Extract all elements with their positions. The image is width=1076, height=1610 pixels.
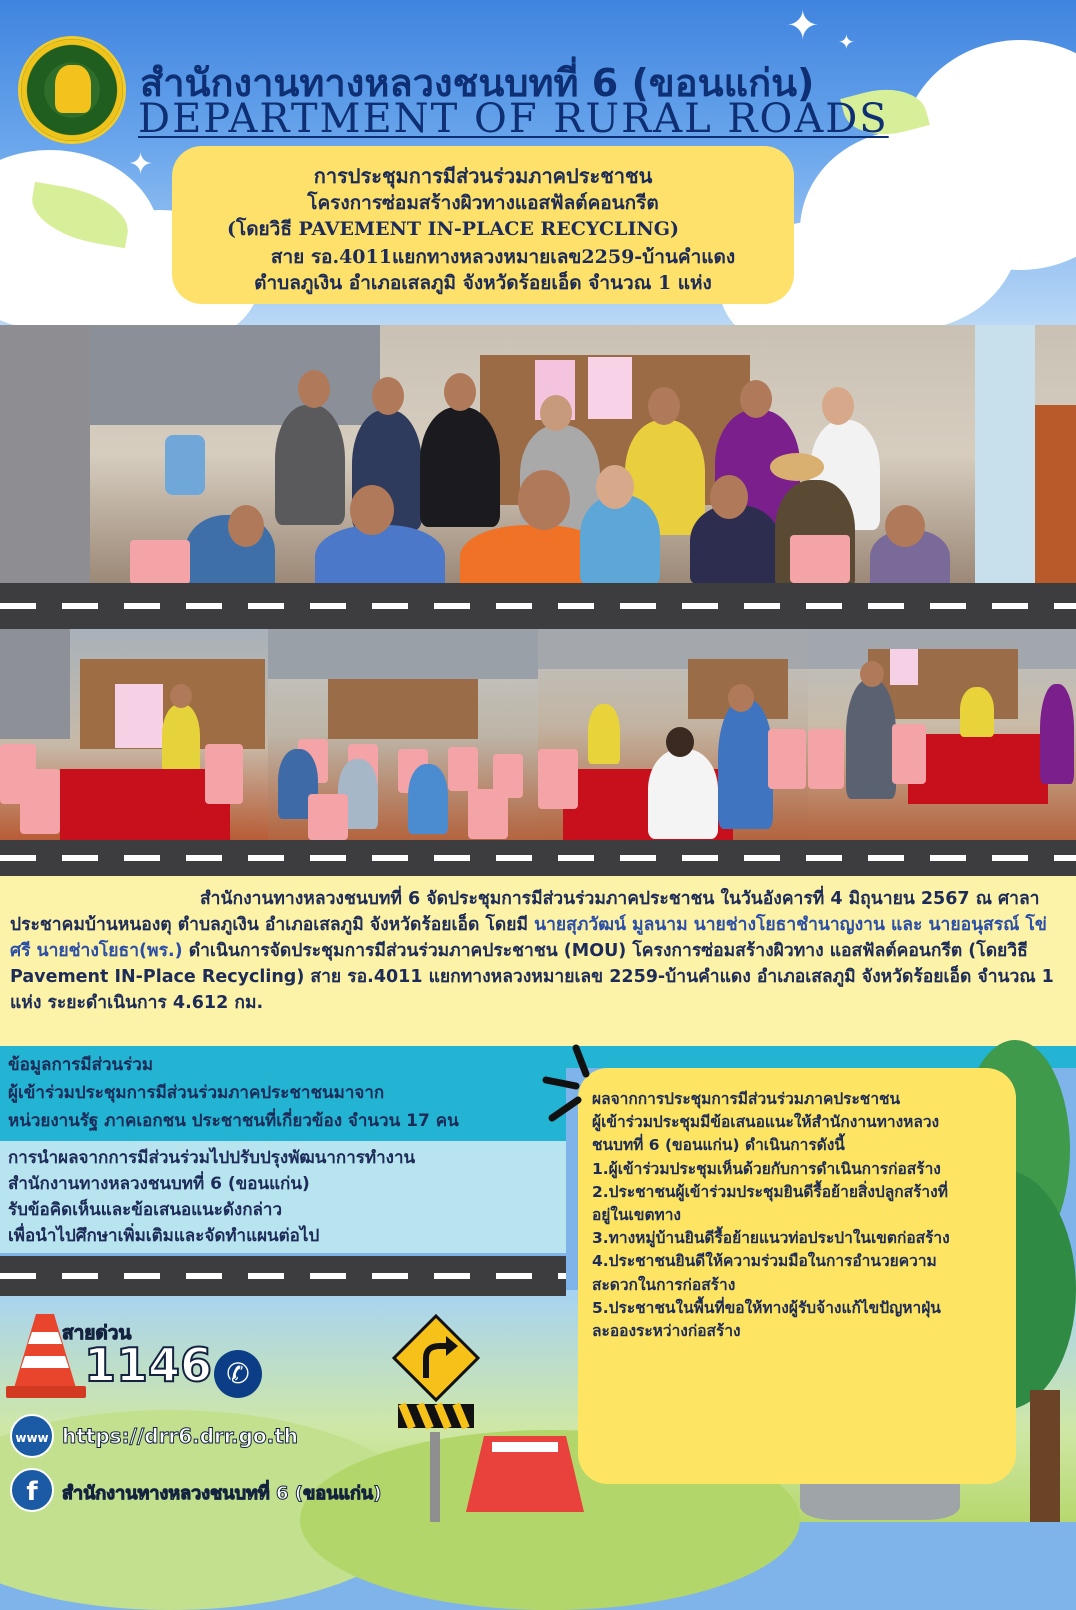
banner-line-4: สาย รอ.4011แยกทางหลวงหมายเลข2259-บ้านคำแดง: [270, 246, 736, 268]
road-divider: [0, 840, 1076, 876]
website-globe-icon: www: [10, 1414, 54, 1458]
meeting-description: [0, 876, 1076, 1046]
official-name-2: นายอนุสรณ์ โข่ศรี นายช่างโยธา(พร.): [10, 915, 1047, 961]
improvement-line-2: สำนักงานทางหลวงชนบทที่ 6 (ขอนแก่น): [8, 1174, 310, 1194]
result-item-5: 5.ประชาชนในพื้นที่ขอให้ทางผู้รับจ้างแก้ไขปัญหาฝุ่นละอองระหว่างก่อสร้าง: [592, 1298, 941, 1341]
participation-info-box: [0, 1046, 566, 1141]
description-p1: สำนักงานทางหลวงชนบทที่ 6 จัดประชุมการมีส่วนร่วมภาคประชาชน ในวันอังคารที่ 4 มิถุนายน 2567: [200, 889, 970, 909]
sparkle-icon: ✦: [838, 30, 855, 54]
participation-line-2: หน่วยงานรัฐ ภาคเอกชน ประชาชนที่เกี่ยวข้อง จำนวน 17 คน: [8, 1111, 459, 1131]
group-photo: [0, 325, 1076, 583]
hotline-number[interactable]: 1146: [84, 1338, 213, 1392]
improvement-info-box: [0, 1141, 566, 1253]
result-item-2: 2.ประชาชนผู้เข้าร่วมประชุมยินดีรื้อย้ายสิ่งปลูกสร้างที่อยู่ในเขตทาง: [592, 1182, 948, 1225]
banner-line-2: โครงการซ่อมสร้างผิวทางแอสฟัลต์คอนกรีต: [307, 192, 659, 214]
result-item-3: 3.ทางหมู่บ้านยินดีรื้อย้ายแนวท่อประปาในเขตก่อสร้าง: [592, 1229, 950, 1248]
org-title-thai: สำนักงานทางหลวงชนบทที่ 6 (ขอนแก่น): [140, 61, 815, 105]
results-intro: ผู้เข้าร่วมประชุมมีข้อเสนอแนะให้สำนักงานทางหลวงชนบทที่ 6 (ขอนแก่น) ดำเนินการดังนี้: [592, 1113, 940, 1155]
facebook-icon: f: [10, 1468, 54, 1512]
meeting-photo-3: [538, 629, 808, 840]
road-barrier-icon: [466, 1416, 586, 1516]
improvement-line-1: การนำผลจากการมีส่วนร่วมไปปรับปรุงพัฒนาการทำงาน: [8, 1148, 416, 1168]
header: [0, 0, 1076, 325]
website-link[interactable]: https://drr6.drr.go.th: [62, 1424, 298, 1448]
facebook-page-link[interactable]: สำนักงานทางหลวงชนบทที่ 6 (ขอนแก่น): [62, 1483, 382, 1504]
improvement-line-4: เพื่อนำไปศึกษาเพิ่มเติมและจัดทำแผนต่อไป: [8, 1226, 320, 1246]
banner-line-1: การประชุมการมีส่วนร่วมภาคประชาชน: [313, 164, 653, 188]
org-title-english: DEPARTMENT OF RURAL ROADS: [138, 96, 889, 142]
meeting-title-banner: [172, 146, 794, 304]
description-p2: ณ ศาลาประชาคมบ้านหนองตุ ตำบลภูเงิน อำเภอเสลภูมิ จังหวัดร้อยเอ็ด โดยมี: [10, 889, 1040, 935]
participation-line-1: ผู้เข้าร่วมประชุมการมีส่วนร่วมภาคประชาชนมาจาก: [8, 1083, 385, 1103]
result-item-1: 1.ผู้เข้าร่วมประชุมเห็นด้วยกับการดำเนินการก่อสร้าง: [592, 1159, 941, 1178]
department-logo: [18, 36, 126, 144]
sparkle-icon: ✦: [128, 147, 154, 182]
participation-heading: ข้อมูลการมีส่วนร่วม: [8, 1055, 154, 1075]
hotline-label: สายด่วน: [62, 1322, 132, 1344]
meeting-results-box: [578, 1068, 1016, 1484]
garuda-emblem-icon: [55, 65, 91, 113]
banner-line-5: ตำบลภูเงิน อำเภอเสลภูมิ จังหวัดร้อยเอ็ด จำนวณ 1 แห่ง: [254, 272, 712, 294]
emphasis-burst-icon: [540, 1040, 610, 1130]
road-divider: [0, 1256, 566, 1296]
road-divider: [0, 583, 1076, 629]
results-heading: ผลจากการประชุมการมีส่วนร่วมภาคประชาชน: [592, 1090, 901, 1108]
meeting-photo-2: [268, 629, 538, 840]
description-p3: และ: [891, 915, 929, 935]
tree-trunk: [1030, 1390, 1060, 1522]
official-name-1: นายสุภวัฒน์ มูลนาม นายช่างโยธาชำนาญงาน: [534, 915, 885, 935]
phone-icon: ✆: [214, 1350, 262, 1398]
meeting-photo-1: [0, 629, 268, 840]
sparkle-icon: ✦: [786, 3, 820, 49]
improvement-line-3: รับข้อคิดเห็นและข้อเสนอแนะดังกล่าว: [8, 1200, 283, 1220]
result-item-4: 4.ประชาชนยินดีให้ความร่วมมือในการอำนวยความสะดวกในการก่อสร้าง: [592, 1252, 937, 1294]
meeting-photo-4: [808, 629, 1076, 840]
sparkle-icon: ✦: [100, 176, 116, 197]
description-p4: ดำเนินการจัดประชุมการมีส่วนร่วมภาคประชาชน (MOU) โครงการซ่อมสร้างผิวทาง แอสฟัลต์คอนกรีต (โดยวิธี Pavement IN-Place Recycling) สาย รอ.4011 แยกทางหลวงหมายเลข 2259-บ้านคำแดง อำเภอเสลภูมิ จังหวัดร้อยเอ็ด จำนวณ 1 แห่ง ระยะดำเนินการ 4.612 กม.: [10, 941, 1054, 1013]
banner-line-3: (โดยวิธี PAVEMENT IN-PLACE RECYCLING): [227, 218, 679, 240]
